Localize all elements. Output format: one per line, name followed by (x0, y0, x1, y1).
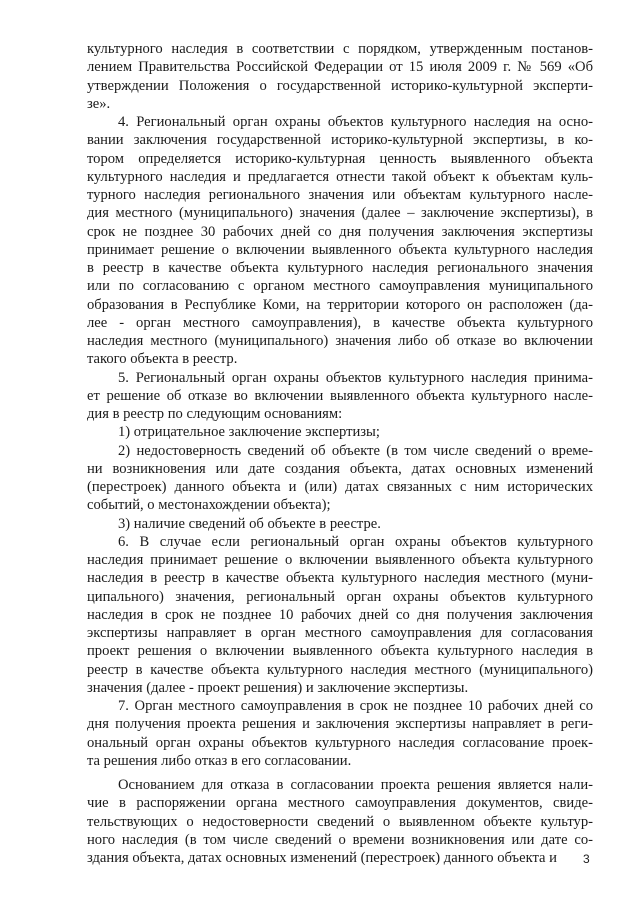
text-line: культурного наследия и предлагается отнести такой объект к объектам куль- (87, 168, 593, 185)
text-line: ональный орган охраны объектов культурного наследия согласование проек- (87, 734, 593, 751)
text-line: Основанием для отказа в согласовании проекта решения является нали- (118, 777, 593, 793)
text-line: 4. Региональный орган охраны объектов культурного наследия на осно- (118, 114, 593, 130)
text-line: принимает решение о включении выявленного объекта культурного наследия (87, 241, 593, 258)
text-line: или по согласованию с органом местного самоуправления муниципального (87, 278, 593, 295)
text-line: чие в распоряжении органа местного самоуправления документов, свиде- (87, 795, 593, 812)
document-body (87, 40, 593, 867)
text-line: экспертизы направляет в орган местного самоуправления для согласования (87, 625, 593, 641)
paragraph-p5 (87, 369, 593, 424)
paragraph-p0 (87, 40, 593, 113)
text-line: значения (далее - проект решения) и заключение экспертизы. (87, 679, 469, 696)
text-line: ни возникновения или дате создания объекта, датах основных изменений (87, 460, 593, 477)
paragraph-p5-2 (87, 442, 593, 515)
paragraph-p6 (87, 533, 593, 697)
text-line: 7. Орган местного самоуправления в срок не позднее 10 рабочих дней со (118, 698, 593, 714)
text-line: лее - орган местного самоуправления), в качестве объекта культурного (87, 314, 593, 331)
text-line: 2) недостоверность сведений об объекте (в том числе сведений о време- (118, 442, 593, 459)
text-line: тельствующих о недостоверности сведений о выявленном объекте культур- (87, 813, 593, 830)
text-line: 1) отрицательное заключение экспертизы; (118, 424, 380, 441)
text-line: наследия в срок не позднее 10 рабочих дней со дня получения заключения (87, 606, 593, 623)
text-line: 3) наличие сведений об объекте в реестре. (118, 515, 381, 532)
text-line: наследия принимает решение о включении выявленного объекта культурного (87, 552, 593, 568)
text-line: 6. В случае если региональный орган охраны объектов культурного (118, 533, 593, 550)
text-line: наследия в реестр в качестве объекта культурного наследия местного (муни- (87, 570, 593, 587)
text-line: такого объекта в реестр. (87, 351, 238, 368)
paragraph-p4 (87, 113, 593, 369)
text-line: турного наследия регионального значения или объектам культурного насле- (87, 187, 593, 203)
text-line: проект решения о включении выявленного объекта культурного наследия в (87, 643, 593, 660)
page-number: 3 (583, 852, 590, 866)
paragraph-p5-1 (87, 423, 593, 441)
text-line: наследия местного (муниципального) значения либо об отказе во включении (87, 333, 593, 349)
paragraph-p8 (87, 776, 593, 867)
text-line: событий, о местонахождении объекта); (87, 497, 331, 514)
text-line: 5. Региональный орган охраны объектов культурного наследия принима- (118, 369, 593, 386)
text-line: реестр в качестве объекта культурного наследия местного (муниципального) (87, 661, 593, 678)
text-line: ет решение об отказе во включении выявленного объекта культурного насле- (87, 387, 593, 404)
paragraph-p5-3 (87, 515, 593, 533)
text-line: (перестроек) данного объекта и (или) датах связанных с ним исторических (87, 479, 593, 495)
text-line: образования в Республике Коми, на территории которого он расположен (да- (87, 296, 593, 313)
paragraph-p7 (87, 697, 593, 770)
text-line: зе». (87, 95, 111, 112)
text-line: та решения либо отказ в его согласовании. (87, 752, 352, 769)
text-line: вании заключения государственной историко-культурной экспертизы, в ко- (87, 132, 593, 149)
text-line: утверждении Положения о государственной историко-культурной эксперти- (87, 77, 593, 94)
text-line: дия местного (муниципального) значения (далее – заключение экспертизы), в (87, 205, 593, 222)
text-line: ного наследия (в том числе сведений о времени возникновения или дате со- (87, 831, 593, 848)
text-line: ципального) значения, региональный орган охраны объектов культурного (87, 588, 593, 605)
text-line: срок не позднее 30 рабочих дней со дня получения заключения экспертизы (87, 223, 593, 240)
text-line: дия в реестр по следующим основаниям: (87, 406, 343, 422)
text-line: культурного наследия в соответствии с порядком, утвержденным постанов- (87, 41, 593, 57)
text-line: здания объекта, датах основных изменений (перестроек) данного объекта и (87, 850, 557, 866)
text-line: тором определяется историко-культурная ценность выявленного объекта (87, 150, 593, 167)
text-line: лением Правительства Российской Федерации от 15 июля 2009 г. № 569 «Об (87, 59, 593, 76)
text-line: в реестр в качестве объекта культурного наследия регионального значения (87, 260, 593, 276)
text-line: дня получения проекта решения и заключения экспертизы направляет в реги- (87, 716, 593, 733)
